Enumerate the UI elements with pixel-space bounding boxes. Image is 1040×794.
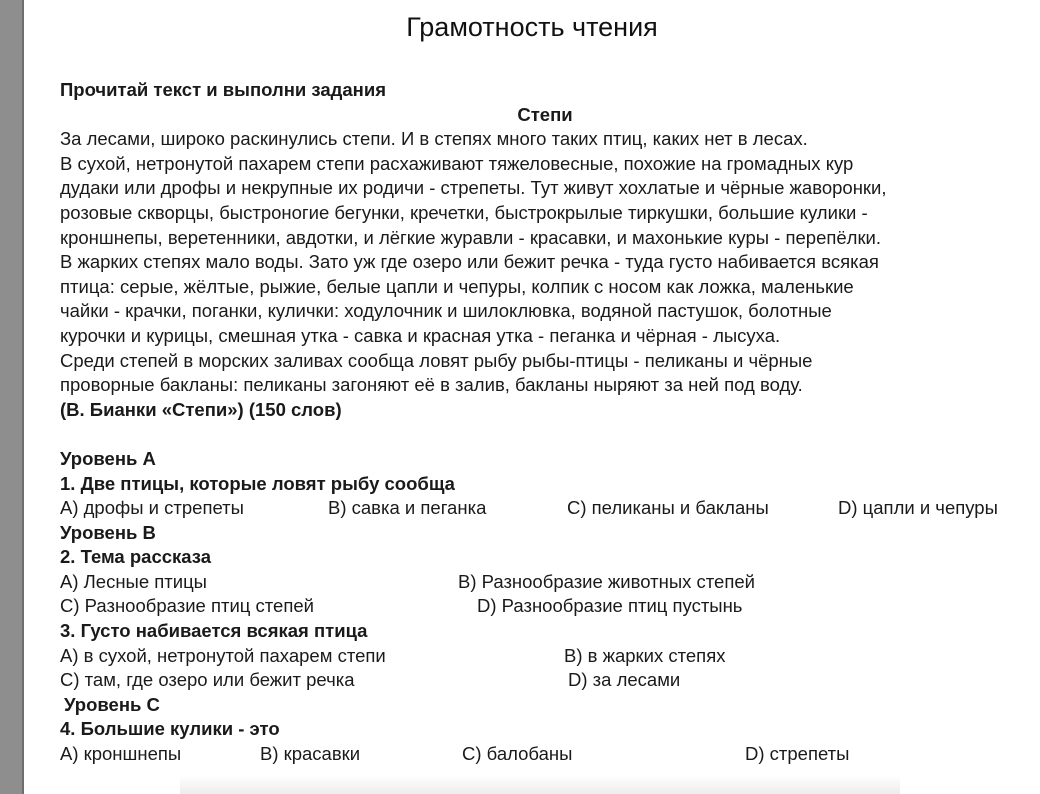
option-b: В) красавки [260,743,361,765]
option-d: D) за лесами [568,669,681,691]
question-4-options [60,742,1030,767]
left-margin-bar [0,0,24,794]
option-b: В) савка и пеганка [328,497,487,519]
source-citation: (В. Бианки «Степи») (150 слов) [60,398,342,420]
option-c: С) балобаны [462,743,573,765]
question-1: 1. Две птицы, которые ловят рыбу сообща [60,472,455,494]
text-line: В сухой, нетронутой пахарем степи расхаживают тяжеловесные, похожие на громадных кур [60,152,854,174]
text-line: За лесами, широко раскинулись степи. И в степях много таких птиц, каких нет в лесах. [60,128,808,150]
page-title: Грамотность чтения [406,12,658,42]
question-4: 4. Большие кулики - это [60,718,280,740]
reading-text [60,127,1030,398]
text-line: дудаки или дрофы и некрупные их родичи - стрепеты. Тут живут хохлатые и чёрные жаворонки, [60,177,887,199]
text-line: проворные бакланы: пеликаны загоняют её в залив, бакланы ныряют за ней под воду. [60,374,803,396]
question-3-options-row2 [60,668,1030,693]
question-3: 3. Густо набивается всякая птица [60,620,368,642]
text-line: В жарких степях мало воды. Зато уж где озеро или бежит речка - туда густо набивается всякая [60,251,879,273]
instruction: Прочитай текст и выполни задания [60,79,387,100]
option-b: В) Разнообразие животных степей [458,570,755,592]
question-1-options [60,496,1030,521]
option-c: С) пеликаны и бакланы [567,497,769,519]
option-a: А) Лесные птицы [60,570,207,592]
question-2-options-row2 [60,594,1030,619]
option-a: А) в сухой, нетронутой пахарем степи [60,644,386,666]
text-line: курочки и курицы, смешная утка - савка и красная утка - пеганка и чёрная - лысуха. [60,324,781,346]
option-a: А) дрофы и стрепеты [60,497,244,519]
option-b: В) в жарких степях [564,644,726,666]
option-d: D) Разнообразие птиц пустынь [477,595,743,617]
question-2: 2. Тема рассказа [60,546,212,568]
page-edge-shadow [180,776,900,794]
text-line: кроншнепы, веретенники, авдотки, и лёгкие журавли - красавки, и махонькие куры - перепёлки. [60,226,882,248]
level-a-label: Уровень А [60,447,156,469]
option-c: С) там, где озеро или бежит речка [60,669,355,691]
text-line: птица: серые, жёлтые, рыжие, белые цапли и чепуры, колпик с носом как ложка, маленькие [60,275,854,297]
worksheet [60,78,1030,767]
level-c-label: Уровень С [64,693,160,715]
text-title: Степи [517,103,573,125]
option-c: С) Разнообразие птиц степей [60,595,314,617]
text-line: розовые скворцы, быстроногие бегунки, кречетки, быстрокрылые тиркушки, большие кулики - [60,201,868,223]
question-2-options-row1 [60,570,1030,595]
text-line: Среди степей в морских заливах сообща ловят рыбу рыбы-птицы - пеликаны и чёрные [60,349,813,371]
text-line: чайки - крачки, поганки, кулички: ходулочник и шилоклювка, водяной пастушок, болотные [60,300,832,322]
level-b-label: Уровень В [60,521,156,543]
option-d: D) стрепеты [745,743,850,765]
option-a: А) кроншнепы [60,743,182,765]
question-3-options-row1 [60,644,1030,669]
option-d: D) цапли и чепуры [838,497,998,519]
